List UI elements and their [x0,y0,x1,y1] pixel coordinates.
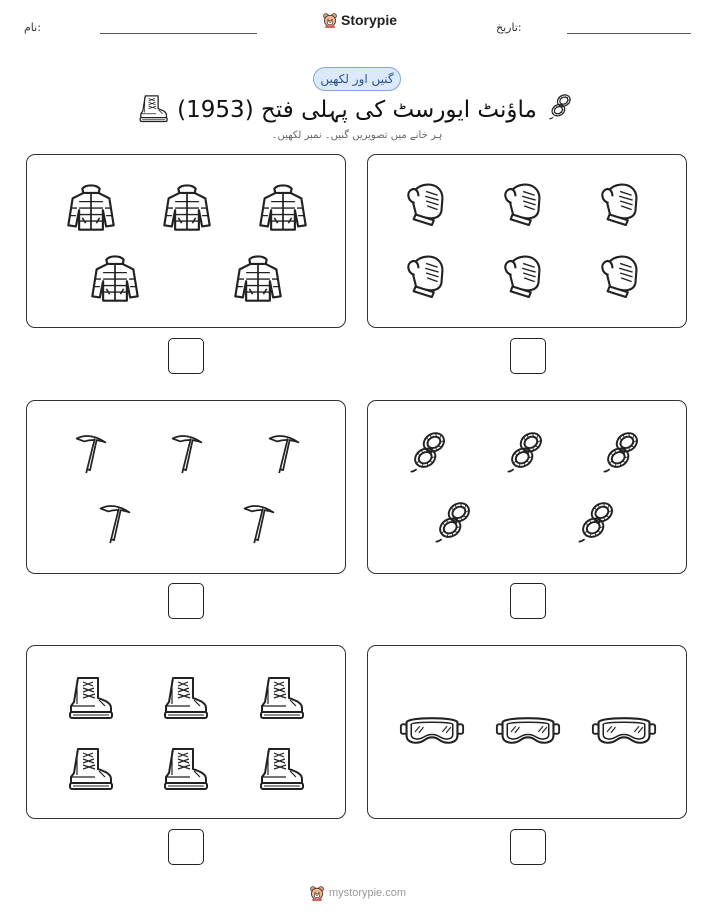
answer-box[interactable] [168,829,204,865]
footer-url: mystorypie.com [329,887,407,899]
panel-mittens [367,154,687,328]
answer-box[interactable] [168,338,204,374]
rope-icon [547,90,577,122]
mitten-icon [502,178,550,226]
goggles-icon [399,711,465,749]
boot-icon [160,743,210,793]
boot-icon [256,672,306,722]
ice-axe-icon [91,497,139,545]
panel-ropes [367,400,687,574]
jacket-icon [88,251,142,305]
mitten-icon [405,250,453,298]
ice-axe-icon [67,427,115,475]
boot-icon [256,743,306,793]
jacket-icon [160,180,214,234]
ice-axe-icon [163,427,211,475]
name-line [100,33,257,34]
bear-logo-icon [322,12,338,28]
mitten-icon [599,250,647,298]
bear-logo-icon [309,885,325,901]
footer [309,885,406,901]
rope-icon [407,427,455,475]
date-line [567,33,691,34]
page-title: ماؤنٹ ایورسٹ کی پہلی فتح (1953) [177,97,537,123]
rope-icon [432,497,480,545]
mitten-icon [502,250,550,298]
answer-box[interactable] [510,583,546,619]
rope-icon [575,497,623,545]
panel-boots [26,645,346,819]
name-label: نام: [24,21,41,34]
rope-icon [504,427,552,475]
ice-axe-icon [235,497,283,545]
goggles-icon [495,711,561,749]
answer-box[interactable] [168,583,204,619]
ice-axe-icon [260,427,308,475]
rope-icon [600,427,648,475]
answer-box[interactable] [510,338,546,374]
jacket-icon [64,180,118,234]
answer-box[interactable] [510,829,546,865]
panel-ice-axes [26,400,346,574]
panel-goggles [367,645,687,819]
brand-logo [322,12,397,28]
mitten-icon [405,178,453,226]
jacket-icon [231,251,285,305]
boot-icon [160,672,210,722]
activity-badge: گنیں اور لکھیں [313,67,401,91]
mitten-icon [599,178,647,226]
jacket-icon [256,180,310,234]
date-label: تاریخ: [496,21,522,34]
panel-jackets [26,154,346,328]
brand-name: Storypie [341,12,398,28]
goggles-icon [591,711,657,749]
boot-icon [65,743,115,793]
instructions: ہر خانے میں تصویریں گنیں۔ نمبر لکھیں۔ [271,130,443,141]
boot-icon [65,672,115,722]
boot-icon [137,92,169,124]
